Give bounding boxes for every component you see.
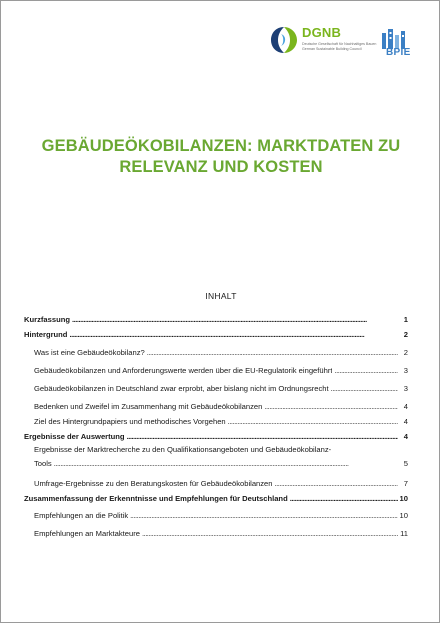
toc-entry-label-line-1: Ergebnisse der Marktrecherche zu den Qualifikationsangeboten und Gebäudeökobilanz- [34, 445, 332, 454]
toc-entry-label: Zusammenfassung der Erkenntnisse und Empfehlungen für Deutschland [24, 494, 288, 503]
toc-entry-page: 10 [399, 494, 408, 503]
toc-entry[interactable] [34, 399, 408, 411]
bpie-logo-word: BPIE [386, 47, 411, 58]
toc-leader [275, 479, 398, 488]
toc-entry-page: 7 [403, 479, 408, 488]
toc-entry[interactable] [24, 327, 408, 339]
dgnb-logo-mark [269, 25, 299, 55]
toc-entry-page: 5 [403, 459, 408, 468]
toc-leader [127, 432, 398, 441]
toc-leader [331, 384, 398, 393]
toc-leader [290, 494, 398, 503]
toc-entry[interactable] [34, 414, 408, 426]
toc-leader [69, 330, 398, 339]
toc-entry[interactable] [34, 476, 408, 488]
toc-entry-label: Empfehlungen an die Politik [34, 511, 129, 520]
toc-leader [264, 402, 398, 411]
toc-entry[interactable] [24, 491, 408, 503]
toc-leader [228, 417, 398, 426]
toc-entry-label: Hintergrund [24, 330, 68, 339]
toc-entry[interactable] [34, 444, 408, 468]
toc-leader [334, 366, 398, 375]
toc-entry-label: Kurzfassung [24, 315, 70, 324]
dgnb-logo [269, 23, 377, 67]
toc-entry-line-2 [34, 456, 408, 468]
toc-entry-label: Umfrage-Ergebnisse zu den Beratungskosten für Gebäudeökobilanzen [34, 479, 273, 488]
toc-entry-page: 4 [403, 402, 408, 411]
toc-entry-label: Was ist eine Gebäudeökobilanz? [34, 348, 145, 357]
bpie-logo [376, 27, 412, 59]
toc-entry[interactable] [34, 508, 408, 520]
toc-leader [130, 511, 397, 520]
toc-entry[interactable] [34, 381, 408, 393]
toc-entry[interactable] [34, 363, 408, 375]
dgnb-logo-subtitle-2: German Sustainable Building Council [302, 47, 362, 51]
toc-entry[interactable] [34, 526, 408, 538]
document-title [21, 136, 421, 178]
toc-entry-label: Bedenken und Zweifel im Zusammenhang mit Gebäudeökobilanzen [34, 402, 263, 411]
toc-entry-page: 2 [403, 330, 408, 339]
toc-entry-page: 2 [403, 348, 408, 357]
toc-entry-page: 10 [399, 511, 408, 520]
toc-entry-label: Ergebnisse der Auswertung [24, 432, 125, 441]
toc-entry-label: Empfehlungen an Marktakteure [34, 529, 140, 538]
bpie-building-icon [376, 27, 412, 49]
toc-leader [142, 529, 398, 538]
toc-leader [72, 315, 398, 324]
document-title-line-1: GEBÄUDEÖKOBILANZEN: MARKTDATEN ZU [41, 137, 401, 155]
toc-entry[interactable] [24, 429, 408, 441]
toc-entry-page: 1 [403, 315, 408, 324]
toc-entry-page: 4 [403, 417, 408, 426]
toc-heading: INHALT [205, 291, 237, 301]
toc-leader [54, 459, 398, 468]
dgnb-logo-word: DGNB [302, 25, 342, 40]
toc-entry[interactable] [34, 345, 408, 357]
toc-entry-label: Ziel des Hintergrundpapiers und methodisches Vorgehen [34, 417, 226, 426]
dgnb-logo-subtitle-1: Deutsche Gesellschaft für Nachhaltiges Bauen [302, 42, 377, 46]
toc-entry-page: 3 [403, 384, 408, 393]
toc-leader [147, 348, 398, 357]
toc-entry-label: Gebäudeökobilanzen in Deutschland zwar erprobt, aber bislang nicht im Ordnungsrecht [34, 384, 329, 393]
toc-entry-page: 11 [400, 529, 408, 538]
toc-entry-label: Gebäudeökobilanzen und Anforderungswerte werden über die EU-Regulatorik eingeführt [34, 366, 333, 375]
toc-entry[interactable] [24, 312, 408, 324]
toc-entry-page: 4 [403, 432, 408, 441]
document-title-line-2: RELEVANZ UND KOSTEN [119, 158, 323, 176]
toc-entry-page: 3 [403, 366, 408, 375]
toc-entry-label-line-2: Tools [34, 459, 52, 468]
